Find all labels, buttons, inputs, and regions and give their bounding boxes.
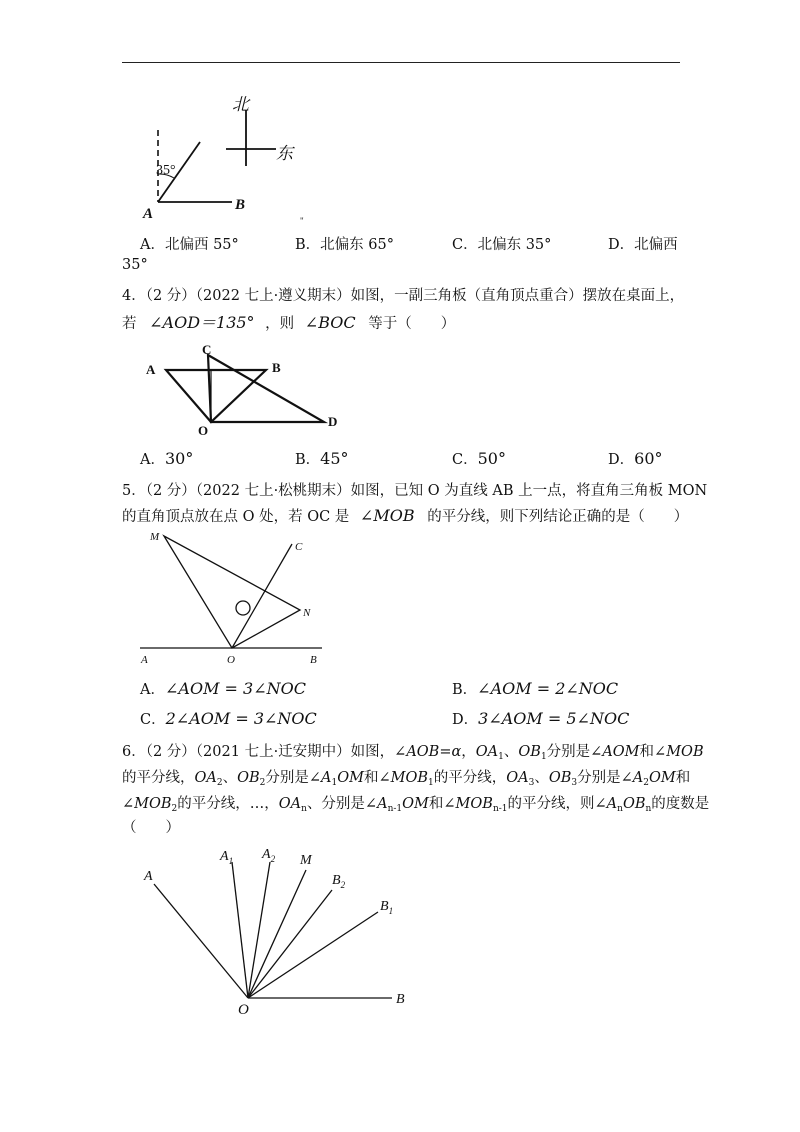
ray-oc (232, 544, 292, 648)
q4-triangle-figure (140, 342, 350, 437)
q6-label-b1-letter: B (380, 899, 389, 914)
q4-option-a-letter: A． (140, 452, 165, 468)
q5-option-a-expr: ∠AOM = 3∠NOC (164, 679, 306, 698)
q6-l2-l: 、 (534, 770, 549, 786)
ray-oa1 (232, 862, 248, 998)
q6-l2-i: MOB (390, 770, 429, 786)
q4-label-d: D (328, 414, 338, 429)
q6-l2-sub-c: 1 (331, 778, 338, 788)
q6-l2-a: 的平分线， (122, 770, 195, 786)
q4-stem-line1: 4．（2 分）（2022 七上·遵义期末）如图，一副三角板（直角顶点重合）摆放在桌面上， (122, 288, 685, 304)
q6-l2-k: OA (506, 770, 529, 786)
q6-label-a2 (261, 847, 276, 864)
q6-l2-sub-b: 2 (259, 778, 266, 788)
q6-l2-h: 和∠ (363, 770, 391, 786)
q6-l1-sub1b: 1 (540, 752, 547, 762)
q3-option-c[interactable]: C．北偏东 35° (452, 237, 552, 253)
q6-l2-sub-g: 2 (643, 778, 650, 788)
q5-option-a[interactable] (140, 678, 306, 699)
q6-label-a: A (144, 869, 153, 884)
q5-label-m: M (150, 531, 160, 543)
q6-rays-figure (136, 842, 426, 1022)
q6-label-a1 (219, 849, 233, 866)
q4-option-b-letter: B． (295, 452, 321, 468)
q4-if: 若 (122, 316, 137, 332)
q4-option-d[interactable] (608, 448, 663, 469)
q5-prefix: 的直角顶点放在点 O 处，若 OC 是 (122, 509, 350, 525)
triangle-mon (164, 536, 300, 648)
q4-boc: ∠BOC (304, 313, 356, 332)
q5-mob: ∠MOB (359, 506, 415, 525)
q4-option-c-value: 50° (477, 449, 506, 468)
q6-l3-sub-d: n-1 (492, 804, 508, 814)
q5-option-c-letter: C． (140, 712, 166, 728)
triangle-aob (166, 370, 266, 422)
q6-l1-sub1: 1 (498, 752, 504, 762)
q5-option-c-expr: 2∠AOM = 3∠NOC (165, 709, 317, 728)
q6-l3-sub-a: 2 (171, 804, 178, 814)
q6-l1-h: OB (518, 744, 541, 760)
q4-option-a[interactable] (140, 448, 193, 469)
q6-label-a1-letter: A (220, 849, 229, 864)
stray-mark: " (300, 216, 304, 225)
q6-l3-sub-f: n (645, 804, 652, 814)
q6-label-a2-letter: A (262, 847, 271, 862)
q6-l1-f: OA (475, 744, 499, 760)
q6-l2-g: OM (337, 770, 364, 786)
q6-label-b1-sub: 1 (388, 906, 394, 916)
q6-l1-e: ， (461, 744, 476, 760)
triangle-hole (236, 601, 250, 615)
q5-label-o: O (227, 654, 235, 666)
q6-l2-sub-a: 2 (216, 778, 223, 788)
q6-l3-sub-b: n (301, 804, 307, 814)
angle-label: 35° (156, 163, 176, 178)
q6-l3-i: MOB (455, 796, 493, 812)
q6-l1-j: AOM (602, 744, 640, 760)
q6-stem-line4: （ ） (122, 820, 180, 836)
header-rule (122, 62, 680, 63)
q6-l2-o: A (632, 770, 644, 786)
q6-l2-e: 分别是∠ (265, 770, 322, 786)
q5-label-b: B (310, 654, 317, 666)
q5-option-c[interactable] (140, 708, 317, 729)
q4-label-o: O (198, 423, 209, 437)
q5-option-b[interactable] (452, 678, 618, 699)
q6-l2-d: OB (237, 770, 260, 786)
q6-l1-i: 分别是∠ (546, 744, 603, 760)
q5-label-n: N (303, 607, 311, 619)
q6-l1-d: α (451, 744, 462, 760)
q6-l3-a: ∠ (122, 796, 135, 812)
east-label: 东 (276, 144, 293, 163)
q4-equals: 等于（ ） (368, 316, 456, 332)
q6-l3-l: OB (622, 796, 646, 812)
triangle-cod (208, 355, 324, 422)
q6-label-o: O (238, 1002, 249, 1018)
q6-label-a1-sub: 1 (228, 856, 234, 866)
q3-option-d-cont: 35° (122, 257, 148, 273)
north-label: 北 (232, 95, 249, 114)
q3-option-d[interactable]: D．北偏西 (608, 237, 678, 253)
q5-label-a: A (141, 654, 148, 666)
q6-l2-n: 分别是∠ (577, 770, 633, 786)
q5-label-c: C (295, 541, 303, 553)
q6-l1-c: = (439, 744, 452, 760)
q5-option-b-expr: ∠AOM = 2∠NOC (477, 679, 619, 698)
q5-triangle-figure (136, 530, 336, 670)
q4-aod: ∠AOD＝135° (149, 313, 255, 332)
q4-option-b-value: 45° (320, 449, 349, 468)
ray-oa (154, 884, 248, 998)
q6-l3-m: 的度数是 (651, 796, 710, 812)
q6-l2-b: OA (194, 770, 217, 786)
q6-l2-sub-d: 1 (428, 778, 434, 788)
q5-stem-line2 (122, 505, 688, 526)
q6-label-b2 (332, 873, 346, 890)
q5-option-d-expr: 3∠AOM = 5∠NOC (478, 709, 630, 728)
q4-option-c-letter: C． (452, 452, 478, 468)
q6-label-b1 (380, 899, 393, 916)
q4-option-b[interactable] (295, 448, 349, 469)
q4-label-c: C (202, 342, 212, 357)
q4-then: ，则 (265, 316, 295, 332)
q6-l3-sub-c: n-1 (387, 804, 403, 814)
q6-l2-j: 的平分线， (433, 770, 507, 786)
q6-stem-line1 (122, 740, 704, 762)
q6-l3-e: 、分别是∠ (306, 796, 378, 812)
q3-option-b[interactable]: B．北偏东 65° (295, 237, 394, 253)
q6-label-b: B (396, 992, 405, 1007)
q6-l3-f: A (377, 796, 388, 812)
q5-suffix: 的平分线，则下列结论正确的是（ ） (427, 509, 689, 525)
q6-l3-sub-e: n (617, 804, 623, 814)
q6-l3-k: A (606, 796, 618, 812)
q4-option-a-value: 30° (164, 449, 194, 468)
q6-l2-sub-f: 3 (571, 778, 578, 788)
q4-label-b: B (272, 360, 281, 375)
q6-l1-a: 6．（2 分）（2021 七上·迁安期中）如图，∠ (122, 744, 407, 760)
q3-compass-figure (140, 90, 310, 225)
q6-l2-sub-e: 3 (528, 778, 535, 788)
q5-option-a-letter: A． (140, 682, 165, 698)
q6-l3-h: 和∠ (428, 796, 456, 812)
q5-option-b-letter: B． (452, 682, 478, 698)
q6-label-b2-sub: 2 (340, 880, 346, 890)
q6-l3-g: OM (402, 796, 429, 812)
q6-stem-line2 (122, 766, 690, 788)
q6-l2-f: A (321, 770, 332, 786)
q6-label-b2-letter: B (332, 873, 341, 888)
q6-l3-d: OA (278, 796, 302, 812)
q4-label-a: A (146, 362, 156, 377)
q5-option-d[interactable] (452, 708, 629, 729)
q4-option-d-letter: D． (608, 452, 635, 468)
q6-l2-p: OM (649, 770, 676, 786)
q3-option-a[interactable]: A．北偏西 55° (140, 237, 239, 253)
q4-option-d-value: 60° (634, 449, 663, 468)
q6-l1-k: 和∠ (639, 744, 667, 760)
q6-label-m: M (300, 853, 312, 868)
q6-l1-g: 、 (503, 744, 519, 760)
ray-oa2 (248, 862, 270, 998)
q6-l3-c: 的平分线，…， (177, 796, 279, 812)
q6-stem-line3 (122, 792, 709, 814)
q6-l2-q: 和 (675, 770, 691, 786)
point-b-label: B (235, 197, 246, 213)
q6-l3-b: MOB (134, 796, 172, 812)
q6-l2-m: OB (548, 770, 572, 786)
q6-l1-b: AOB (406, 744, 440, 760)
q4-option-c[interactable] (452, 448, 506, 469)
q6-l1-l: MOB (666, 744, 704, 760)
q4-stem-line2 (122, 310, 455, 333)
q5-option-d-letter: D． (452, 712, 479, 728)
q5-stem-line1: 5．（2 分）（2022 七上·松桃期末）如图，已知 O 为直线 AB 上一点，将直角三角板 MON (122, 483, 708, 499)
q6-l3-j: 的平分线，则∠ (507, 796, 607, 812)
q6-l2-c: 、 (222, 770, 238, 786)
point-a-label: A (143, 206, 154, 222)
q6-label-a2-sub: 2 (270, 854, 276, 864)
